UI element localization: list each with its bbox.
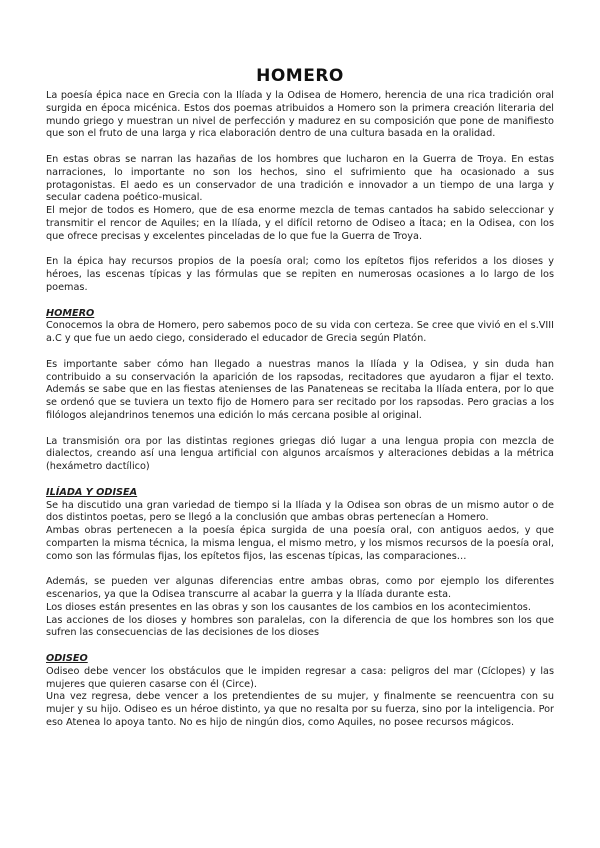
paragraph-gap [46, 141, 554, 154]
section-heading-odiseo: ODISEO [46, 653, 88, 665]
intro-paragraph-4: En la épica hay recursos propios de la poesía oral; como los epítetos fijos referidos a los dioses y héroes, las escenas típicas y las fórmulas que se repiten en numerosas ocasiones a lo largo de los poemas. [46, 256, 554, 293]
odiseo-paragraph-1: Odiseo debe vencer los obstáculos que le impiden regresar a casa: peligros del mar (Cíclopes) y las mujeres que quieren casarse con él (Circe). [46, 665, 554, 690]
homero-paragraph-3: La transmisión ora por las distintas regiones griegas dió lugar a una lengua propia con mezcla de dialectos, creando así una lengua artificial con algunos arcaísmos y alteraciones debidas a la métrica (hexámetro dactílico) [46, 435, 554, 473]
homero-paragraph-1: Conocemos la obra de Homero, pero sabemos poco de su vida con certeza. Se cree que vivió en el s.VIII a.C y que fue un aedo ciego, considerado el educador de Grecia según Platón. [46, 320, 554, 345]
iliada-odisea-paragraph-1: Se ha discutido una gran variedad de tiempo si la Ilíada y la Odisea son obras de un mismo autor o de dos distintos poetas, pero se llegó a la conclusión que ambas obras pertenecían a Homero. [46, 499, 554, 524]
iliada-odisea-paragraph-2: Ambas obras pertenecen a la poesía épica surgida de una poesía oral, con antiguos aedos, y que comparten la misma técnica, la misma lengua, el mismo metro, y los mismos recursos de la poesía oral, como son las fórmulas fijas, los epítetos fijos, las escenas típicas, las comparaciones… [46, 525, 554, 562]
paragraph-gap [46, 244, 554, 257]
paragraph-gap [46, 563, 554, 576]
homero-paragraph-2: Es importante saber cómo han llegado a nuestras manos la Ilíada y la Odisea, y sin duda han contribuido a su conservación la aparición de los rapsodas, recitadores que ayudaron a fijar el texto. Además se sabe que en las fiestas atenienses de las Panateneas se recitaba la Ilíada entera, por lo que se ordenó que se tuviera un texto fijo de Homero para ser recitado por los rapsodas. Pero gracias a los filólogos alejandrinos tenemos una edición lo más cercana posible al original. [46, 358, 554, 421]
paragraph-gap [46, 640, 554, 653]
paragraph-gap [46, 474, 554, 487]
intro-paragraph-3: El mejor de todos es Homero, que de esa enorme mezcla de temas cantados ha sabido seleccionar y transmitir el rencor de Aquiles; en la Ilíada, y el difícil retorno de Odiseo a Ítaca; en la Odisea, con los que ofrece precisas y excelentes pinceladas de lo que fue la Guerra de Troya. [46, 205, 554, 242]
intro-paragraph-2: En estas obras se narran las hazañas de los hombres que lucharon en la Guerra de Troya. En estas narraciones, lo importante no son los hechos, sino el sufrimiento que ha ocasionado a sus protagonistas. El aedo es un conservador de una tradición e innovador a un tiempo de una larga y secular cadena poético-musical. [46, 153, 554, 204]
odiseo-paragraph-2: Una vez regresa, debe vencer a los pretendientes de su mujer, y finalmente se reencuentra con su mujer y su hijo. Odiseo es un héroe distinto, ya que no resalta por su fuerza, sino por la inteligencia. Por eso Atenea lo apoya tanto. No es hijo de ningún dios, como Aquiles, no posee recursos mágicos. [46, 691, 554, 729]
page-title: HOMERO [256, 66, 344, 86]
section-heading-homero: HOMERO [46, 307, 95, 319]
paragraph-gap [46, 346, 554, 359]
iliada-odisea-paragraph-5: Las acciones de los dioses y hombres son paralelas, con la diferencia de que los hombres son los que sufren las consecuencias de las decisiones de los dioses [46, 614, 554, 639]
paragraph-gap [46, 423, 554, 436]
intro-paragraph-1: La poesía épica nace en Grecia con la Ilíada y la Odisea de Homero, herencia de una rica tradición oral surgida en época micénica. Estos dos poemas atribuidos a Homero son la primera creación literaria del mundo griego y muestran un nivel de perfección y madurez en su composición que pone de manifiesto que son el fruto de una larga y rica elaboración dentro de una cultura basada en la oralidad. [46, 90, 554, 140]
section-heading-iliada-odisea: ILÍADA Y ODISEA [46, 486, 138, 498]
paragraph-gap [46, 295, 554, 308]
iliada-odisea-paragraph-4: Los dioses están presentes en las obras y son los causantes de los cambios en los acontecimientos. [46, 601, 531, 613]
iliada-odisea-paragraph-3: Además, se pueden ver algunas diferencias entre ambas obras, como por ejemplo los diferentes escenarios, ya que la Odisea transcurre al acabar la guerra y la Ilíada durante esta. [46, 576, 554, 601]
